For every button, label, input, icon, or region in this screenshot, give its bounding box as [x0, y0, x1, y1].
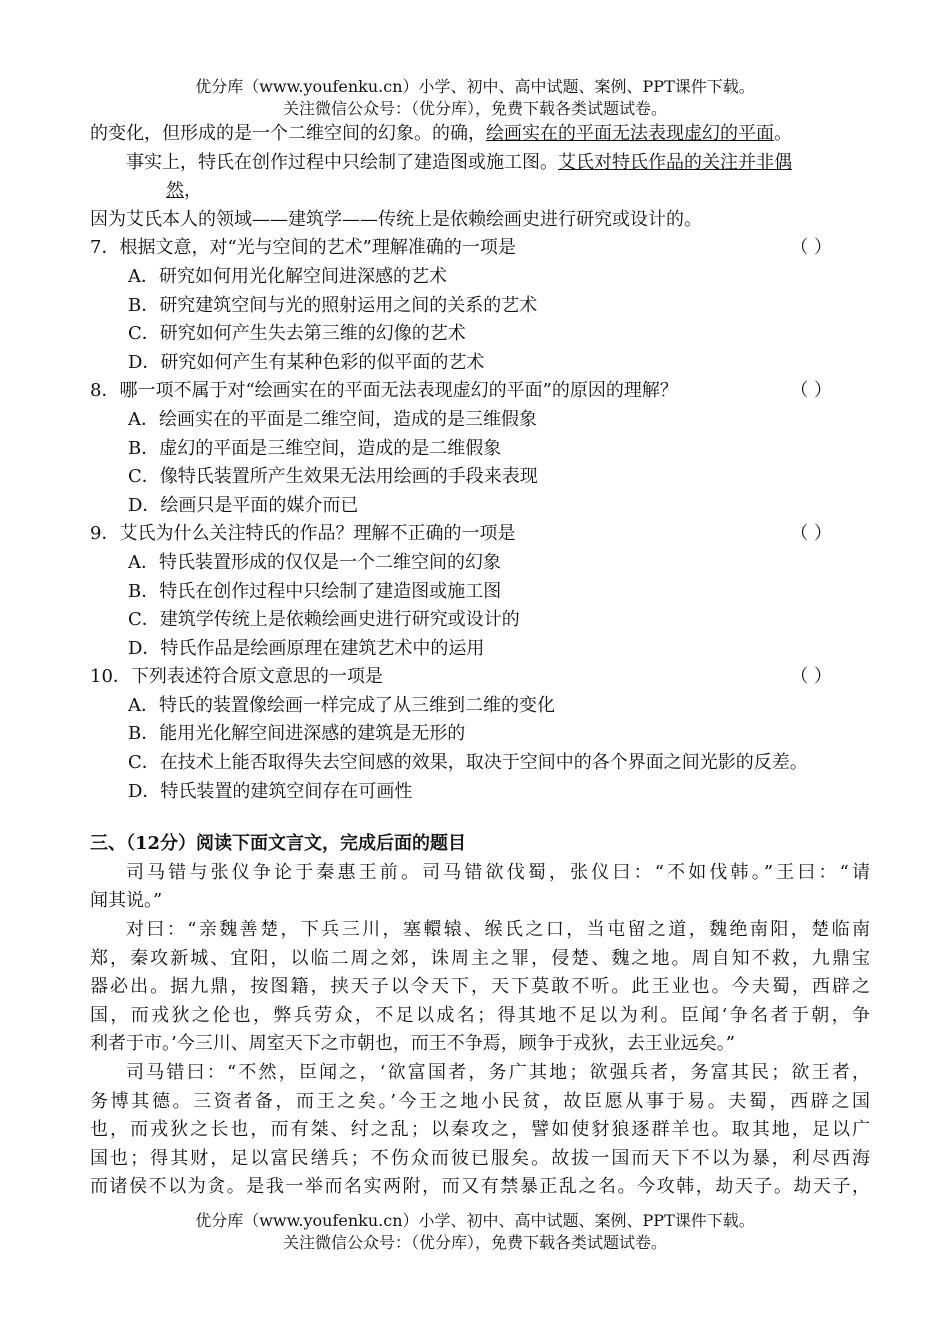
option-d: D．特氏装置的建筑空间存在可画性 — [128, 780, 413, 802]
stem-text: 8．哪一项不属于对“绘画实在的平面无法表现虚幻的平面”的原因的理解？ — [90, 380, 678, 402]
text-line: 利者于市。’今三川、周室天下之市朝也，而王不争焉，顾争于戎狄，去王业远矣。” — [90, 1033, 735, 1055]
question-stem — [90, 377, 870, 406]
option-c: C．在技术上能否取得失去空间感的效果，取决于空间中的各个界面之间光影的反差。 — [128, 752, 808, 774]
intro-paragraph-2-cont — [90, 177, 870, 206]
option-a: A．研究如何用光化解空间进深感的艺术 — [128, 265, 447, 287]
stem-text: 7．根据文意，对“光与空间的艺术”理解准确的一项是 — [90, 237, 516, 259]
question-stem — [90, 520, 870, 549]
text-line: 务博其德。三资者备，而王之矣。’今王之地小民贫，故臣愿从事于易。夫蜀，西辟之国 — [90, 1090, 870, 1112]
question-stem — [90, 234, 870, 263]
intro-text: 的变化，但形成的是一个二维空间的幻象。的确， — [90, 123, 486, 144]
document-body — [90, 120, 870, 1202]
footer-line-2: 关注微信公众号：（优分库），免费下载各类试题试卷。 — [282, 1233, 667, 1252]
answer-blank: （ ） — [790, 380, 832, 402]
answer-blank: （ ） — [790, 666, 832, 688]
header-line-2: 关注微信公众号：（优分库），免费下载各类试题试卷。 — [282, 99, 667, 118]
option-a: A．特氏装置形成的仅仅是一个二维空间的幻象 — [128, 551, 501, 573]
answer-blank: （ ） — [790, 237, 832, 259]
option-b: B．虚幻的平面是三维空间，造成的是二维假象 — [128, 437, 502, 459]
option-d: D．绘画只是平面的媒介而已 — [128, 494, 359, 516]
intro-text: ， — [184, 180, 202, 202]
text-line: 国，而戎狄之伦也，弊兵劳众，不足以成名；得其地不足以为利。臣闻‘争名者于朝，争 — [90, 1004, 870, 1026]
section-3-title: 三、（12分）阅读下面文言文，完成后面的题目 — [90, 833, 467, 855]
question-7 — [90, 234, 870, 377]
text-line: 对曰：“亲魏善楚，下兵三川，塞轘辕、缑氏之口，当屯留之道，魏绝南阳，楚临南 — [126, 919, 870, 941]
underlined-phrase: 绘画实在的平面无法表现虚幻的平面 — [486, 123, 774, 144]
stem-text: 9．艾氏为什么关注特氏的作品？理解不正确的一项是 — [90, 523, 516, 545]
text-line: 闻其说。” — [90, 890, 163, 912]
intro-text: 事实上，特氏在创作过程中只绘制了建造图或施工图。 — [126, 151, 558, 173]
intro-text: 。 — [774, 123, 792, 144]
option-b: B．能用光化解空间进深感的建筑是无形的 — [128, 723, 466, 745]
question-10 — [90, 663, 870, 806]
answer-blank: （ ） — [790, 523, 832, 545]
text-line: 司马错与张仪争论于秦惠王前。司马错欲伐蜀，张仪曰：“不如伐韩。”王曰：“请 — [126, 861, 870, 883]
option-c: C．研究如何产生失去第三维的幻像的艺术 — [128, 323, 466, 345]
question-stem — [90, 663, 870, 692]
text-line: 也，而戎狄之长也，而有桀、纣之乱；以秦攻之，譬如使豺狼逐群羊也。取其地，足以广 — [90, 1119, 870, 1141]
option-c: C．建筑学传统上是依赖绘画史进行研究或设计的 — [128, 609, 520, 631]
text-line: 郑，秦攻新城、宜阳，以临二周之郊，诛周主之罪，侵楚、魏之地。周自知不救，九鼎宝 — [90, 947, 870, 969]
option-d: D．研究如何产生有某种色彩的似平面的艺术 — [128, 351, 485, 373]
text-line: 而诸侯不以为贪。是我一举而名实两附，而又有禁暴正乱之名。今攻韩，劫天子。劫天子， — [90, 1176, 870, 1198]
option-b: B．研究建筑空间与光的照射运用之间的关系的艺术 — [128, 294, 538, 316]
header-line-1: 优分库（www.youfenku.cn）小学、初中、高中试题、案例、PPT课件下载。 — [195, 77, 755, 96]
question-9 — [90, 520, 870, 663]
option-a: A．绘画实在的平面是二维空间，造成的是三维假象 — [128, 408, 537, 430]
page-footer — [0, 1210, 950, 1254]
option-a: A．特氏的装置像绘画一样完成了从三维到二维的变化 — [128, 694, 555, 716]
option-d: D．特氏作品是绘画原理在建筑艺术中的运用 — [128, 637, 485, 659]
classical-text — [90, 859, 870, 1202]
intro-paragraph-3: 因为艾氏本人的领域——建筑学——传统上是依赖绘画史进行研究或设计的。 — [90, 208, 702, 230]
text-line: 国也；得其财，足以富民缮兵；不伤众而彼已服矣。故拔一国而天下不以为暴，利尽西海 — [90, 1147, 870, 1169]
underlined-phrase: 艾氏对特氏作品的关注并非偶 — [558, 151, 792, 173]
footer-line-1: 优分库（www.youfenku.cn）小学、初中、高中试题、案例、PPT课件下载。 — [195, 1211, 755, 1230]
text-line: 司马错曰：“不然，臣闻之，‘欲富国者，务广其地；欲强兵者，务富其民；欲王者， — [126, 1062, 870, 1083]
stem-text: 10．下列表述符合原文意思的一项是 — [90, 666, 383, 688]
option-c: C．像特氏装置所产生效果无法用绘画的手段来表现 — [128, 466, 538, 488]
intro-paragraph-1 — [90, 120, 870, 149]
intro-paragraph-2 — [90, 149, 870, 178]
text-line: 器必出。据九鼎，按图籍，挟天子以令天下，天下莫敢不听。此王业也。今夫蜀，西辟之 — [90, 976, 870, 998]
question-8 — [90, 377, 870, 520]
underlined-phrase: 然 — [166, 180, 184, 202]
option-b: B．特氏在创作过程中只绘制了建造图或施工图 — [128, 580, 502, 602]
page-header — [0, 76, 950, 120]
